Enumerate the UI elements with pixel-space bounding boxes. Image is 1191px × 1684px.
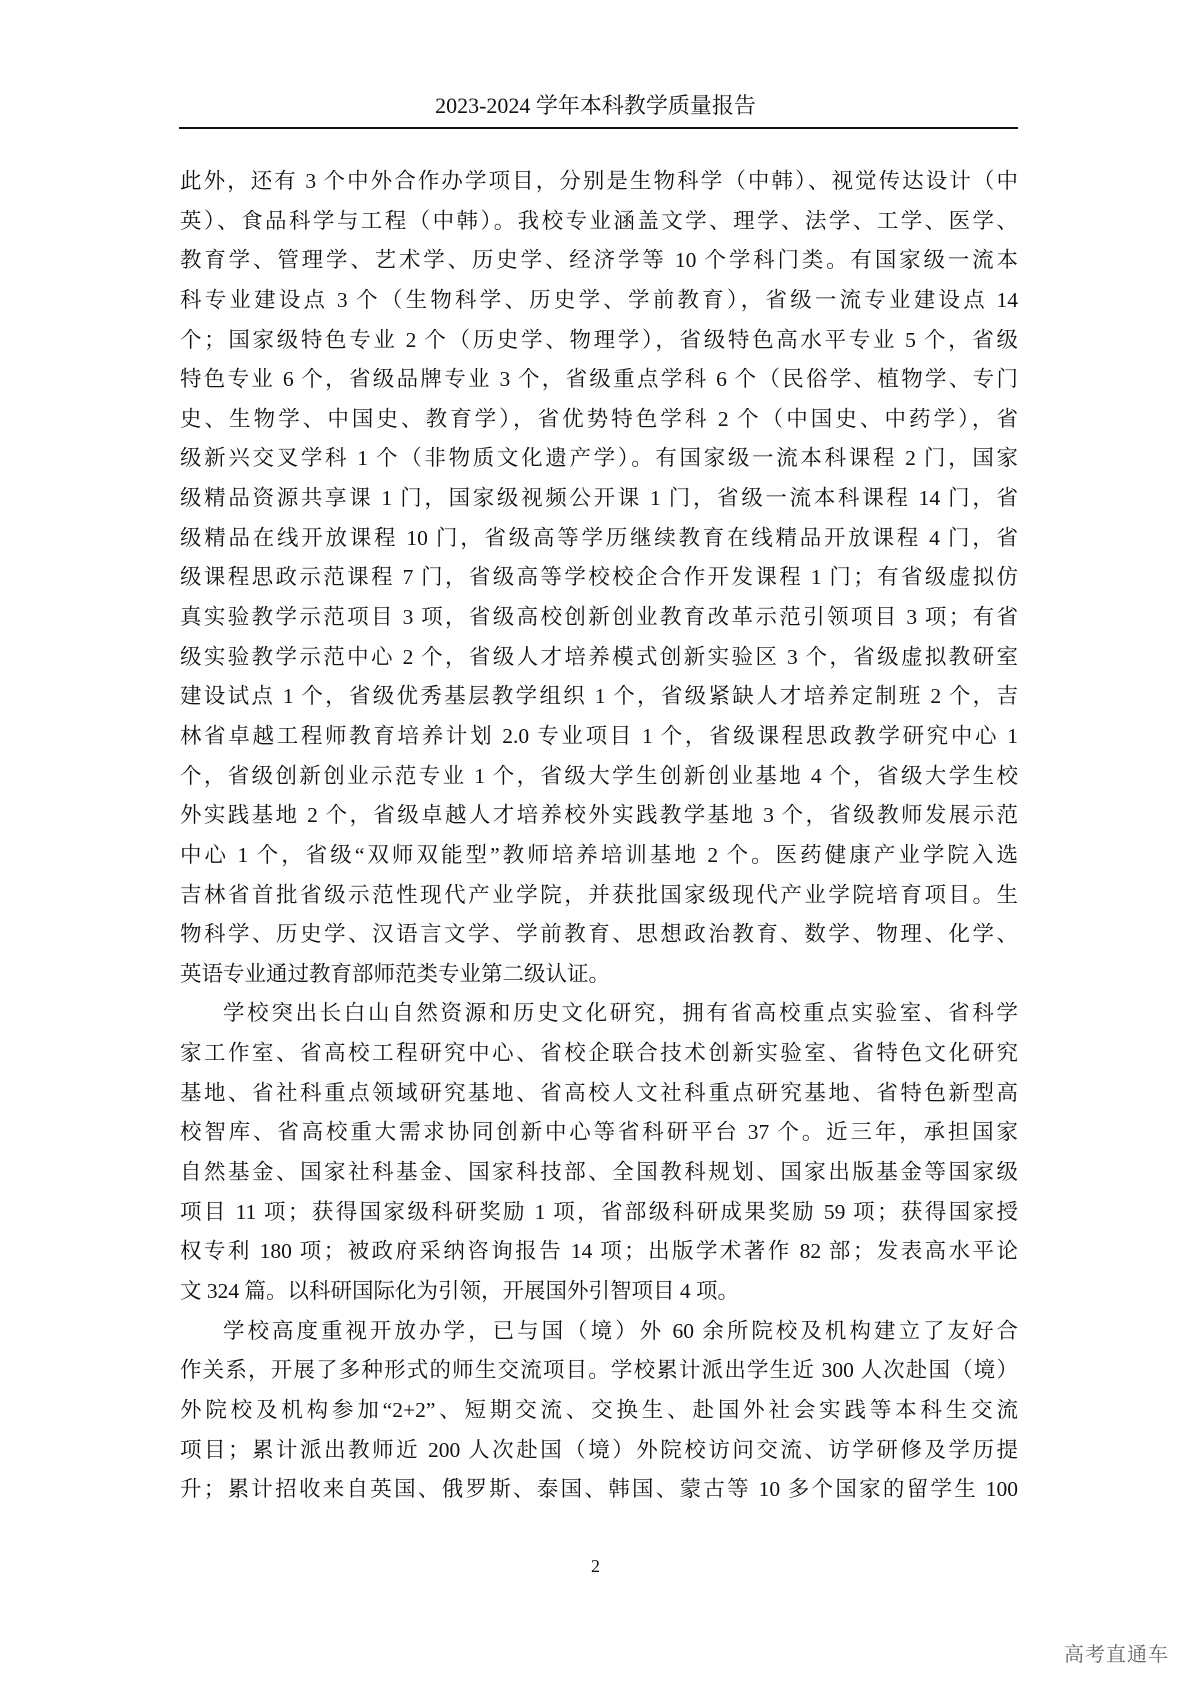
- text-line: 级新兴交叉学科 1 个（非物质文化遗产学）。有国家级一流本科课程 2 门，国家: [180, 446, 1018, 471]
- text-line: 级精品资源共享课 1 门，国家级视频公开课 1 门，省级一流本科课程 14 门，省: [180, 486, 1018, 511]
- text-line: 英语专业通过教育部师范类专业第二级认证。: [180, 961, 611, 986]
- report-title: 2023-2024 学年本科教学质量报告: [435, 93, 756, 118]
- page-number: 2: [591, 1556, 600, 1576]
- text-line: 学校突出长白山自然资源和历史文化研究，拥有省高校重点实验室、省科学: [223, 1001, 1018, 1026]
- text-line: 建设试点 1 个，省级优秀基层教学组织 1 个，省级紧缺人才培养定制班 2 个，吉: [180, 684, 1018, 709]
- text-line: 个，省级创新创业示范专业 1 个，省级大学生创新创业基地 4 个，省级大学生校: [180, 763, 1018, 788]
- text-line: 自然基金、国家社科基金、国家科技部、全国教科规划、国家出版基金等国家级: [180, 1160, 1018, 1185]
- text-line: 外实践基地 2 个，省级卓越人才培养校外实践教学基地 3 个，省级教师发展示范: [180, 803, 1018, 828]
- text-line: 物科学、历史学、汉语言文学、学前教育、思想政治教育、数学、物理、化学、: [180, 922, 1018, 947]
- text-line: 项目 11 项；获得国家级科研奖励 1 项，省部级科研成果奖励 59 项；获得国家授: [180, 1199, 1018, 1224]
- text-line: 级精品在线开放课程 10 门，省级高等学历继续教育在线精品开放课程 4 门，省: [180, 525, 1018, 550]
- text-line: 英）、食品科学与工程（中韩）。我校专业涵盖文学、理学、法学、工学、医学、: [180, 208, 1018, 233]
- paragraph: [180, 1312, 1018, 1510]
- text-line: 项目；累计派出教师近 200 人次赴国（境）外院校访问交流、访学研修及学历提: [180, 1437, 1018, 1462]
- text-line: 史、生物学、中国史、教育学），省优势特色学科 2 个（中国史、中药学），省: [180, 406, 1018, 431]
- text-line: 外院校及机构参加“2+2”、短期交流、交换生、赴国外社会实践等本科生交流: [180, 1397, 1018, 1422]
- text-line: 教育学、管理学、艺术学、历史学、经济学等 10 个学科门类。有国家级一流本: [180, 248, 1018, 273]
- text-line: 特色专业 6 个，省级品牌专业 3 个，省级重点学科 6 个（民俗学、植物学、专门: [180, 367, 1018, 392]
- text-line: 基地、省社科重点领域研究基地、省高校人文社科重点研究基地、省特色新型高: [180, 1080, 1018, 1105]
- text-line: 作关系，开展了多种形式的师生交流项目。学校累计派出学生近 300 人次赴国（境）: [180, 1358, 1018, 1383]
- text-line: 此外，还有 3 个中外合作办学项目，分别是生物科学（中韩）、视觉传达设计（中: [180, 169, 1018, 193]
- watermark-text: 高考直通车: [1064, 1642, 1169, 1666]
- text-line: 权专利 180 项；被政府采纳咨询报告 14 项；出版学术著作 82 部；发表高水平论: [180, 1239, 1018, 1264]
- paragraph: [180, 994, 1018, 1311]
- text-line: 学校高度重视开放办学，已与国（境）外 60 余所院校及机构建立了友好合: [223, 1318, 1018, 1343]
- text-line: 级实验教学示范中心 2 个，省级人才培养模式创新实验区 3 个，省级虚拟教研室: [180, 644, 1018, 669]
- text-line: 升；累计招收来自英国、俄罗斯、泰国、韩国、蒙古等 10 多个国家的留学生 100: [180, 1477, 1018, 1502]
- header-divider: [179, 127, 1018, 129]
- text-line: 文 324 篇。以科研国际化为引领，开展国外引智项目 4 项。: [180, 1278, 740, 1303]
- text-line: 校智库、省高校重大需求协同创新中心等省科研平台 37 个。近三年，承担国家: [180, 1120, 1018, 1145]
- text-line: 家工作室、省高校工程研究中心、省校企联合技术创新实验室、省特色文化研究: [180, 1041, 1018, 1066]
- text-line: 中心 1 个，省级“双师双能型”教师培养培训基地 2 个。医药健康产业学院入选: [180, 842, 1018, 867]
- text-line: 林省卓越工程师教育培养计划 2.0 专业项目 1 个，省级课程思政教学研究中心 1: [180, 723, 1018, 748]
- text-line: 真实验教学示范项目 3 项，省级高校创新创业教育改革示范引领项目 3 项；有省: [180, 605, 1018, 630]
- text-line: 科专业建设点 3 个（生物科学、历史学、学前教育），省级一流专业建设点 14: [180, 287, 1018, 312]
- paragraph: [180, 162, 1018, 994]
- text-line: 吉林省首批省级示范性现代产业学院，并获批国家级现代产业学院培育项目。生: [180, 882, 1018, 907]
- body-text: [180, 162, 1018, 1510]
- text-line: 个；国家级特色专业 2 个（历史学、物理学），省级特色高水平专业 5 个，省级: [180, 327, 1018, 352]
- text-line: 级课程思政示范课程 7 门，省级高等学校校企合作开发课程 1 门；有省级虚拟仿: [180, 565, 1018, 590]
